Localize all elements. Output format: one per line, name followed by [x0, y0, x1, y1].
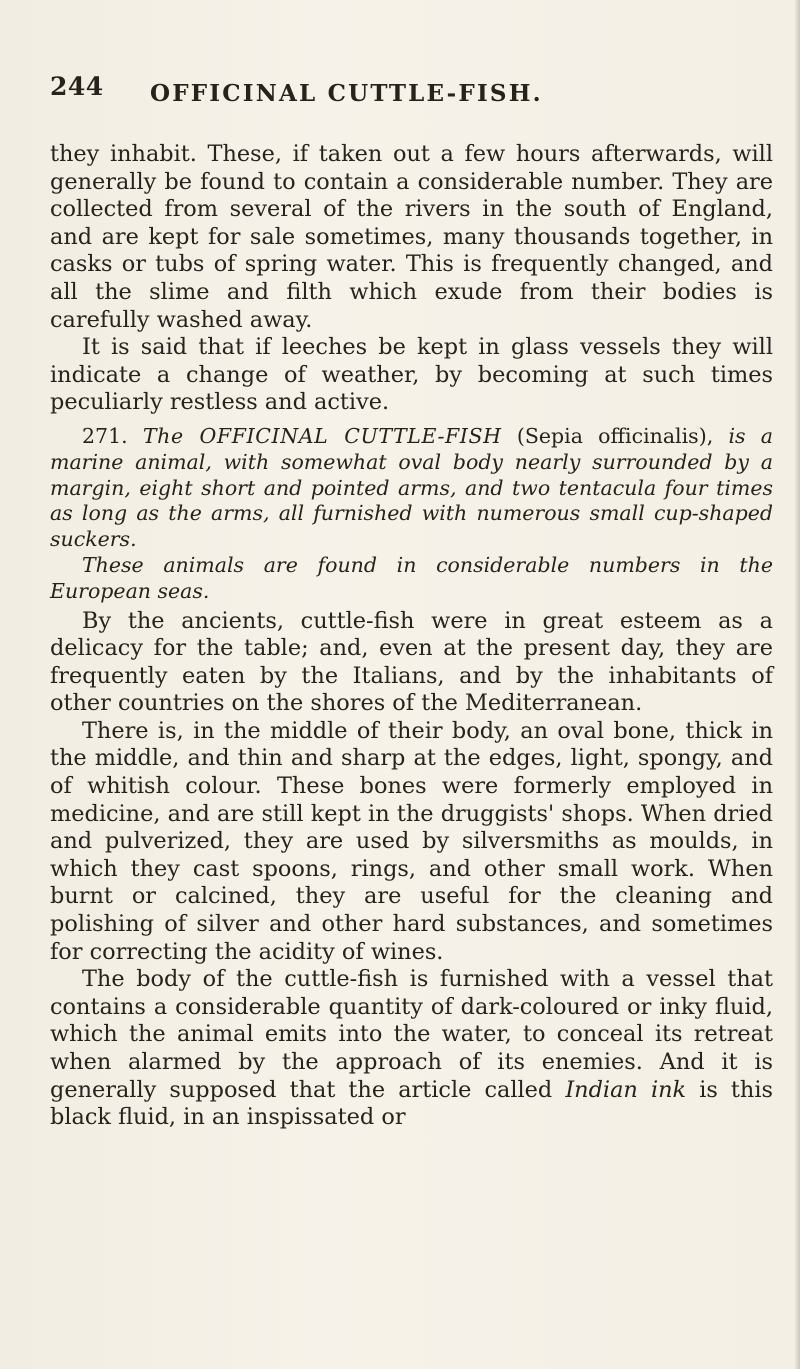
species-latin-name: (Sepia officinalis),	[516, 423, 714, 448]
species-description: is a marine animal, with somewhat oval body nearly surrounded by a margin, eight short and pointed arms, and two tentacula four times as long as the arms, all furnished with numerous small cup-shaped suckers.	[50, 423, 773, 552]
page-header	[50, 72, 770, 116]
page-number: 244	[50, 72, 104, 101]
body-text	[50, 141, 773, 1132]
paragraph-leeches-weather: It is said that if leeches be kept in glass vessels they will indicate a change of weather, by becoming at such times peculiarly restless and active.	[50, 334, 773, 416]
page-edge-shadow	[794, 0, 800, 1369]
species-entry	[50, 424, 773, 553]
paragraph-cuttle-bone: There is, in the middle of their body, an oval bone, thick in the middle, and thin and sharp at the edges, light, spongy, and of whitish colour. These bones were formerly employed in medicine, and are still kept in the druggists' shops. When dried and pulverized, they are used by silversmiths as moulds, in which they cast spoons, rings, and other small work. When burnt or calcined, they are useful for the cleaning and polishing of silver and other hard substances, and sometimes for correcting the acidity of wines.	[50, 717, 773, 965]
ink-term: Indian ink	[565, 1076, 687, 1103]
species-number: 271.	[82, 423, 128, 448]
species-name: The OFFICINAL CUTTLE-FISH	[142, 423, 502, 448]
running-head: OFFICINAL CUTTLE-FISH.	[150, 80, 543, 107]
paragraph-leeches-continued: they inhabit. These, if taken out a few hours afterwards, will generally be found to contain a considerable number. They are collected from several of the rivers in the south of England, and are kept for sale sometimes, many thousands together, in casks or tubs of spring water. This is frequently changed, and all the slime and filth which exude from their bodies is carefully washed away.	[50, 141, 773, 333]
paragraph-ink	[50, 966, 773, 1132]
species-habitat: These animals are found in considerable numbers in the European seas.	[50, 552, 773, 603]
ink-text-after: is this black fluid, in an inspissated or	[50, 1076, 773, 1131]
ink-text-before: The body of the cuttle-fish is furnished with a vessel that contains a considerable quantity of dark-coloured or inky fluid, which the animal emits into the water, to conceal its retreat when alarmed by the approach of its enemies. And it is generally supposed that the article called	[50, 966, 773, 1103]
paragraph-ancients: By the ancients, cuttle-fish were in great esteem as a delicacy for the table; and, even at the present day, they are frequently eaten by the Italians, and by the inhabitants of other countries on the shores of the Mediterranean.	[50, 607, 773, 717]
